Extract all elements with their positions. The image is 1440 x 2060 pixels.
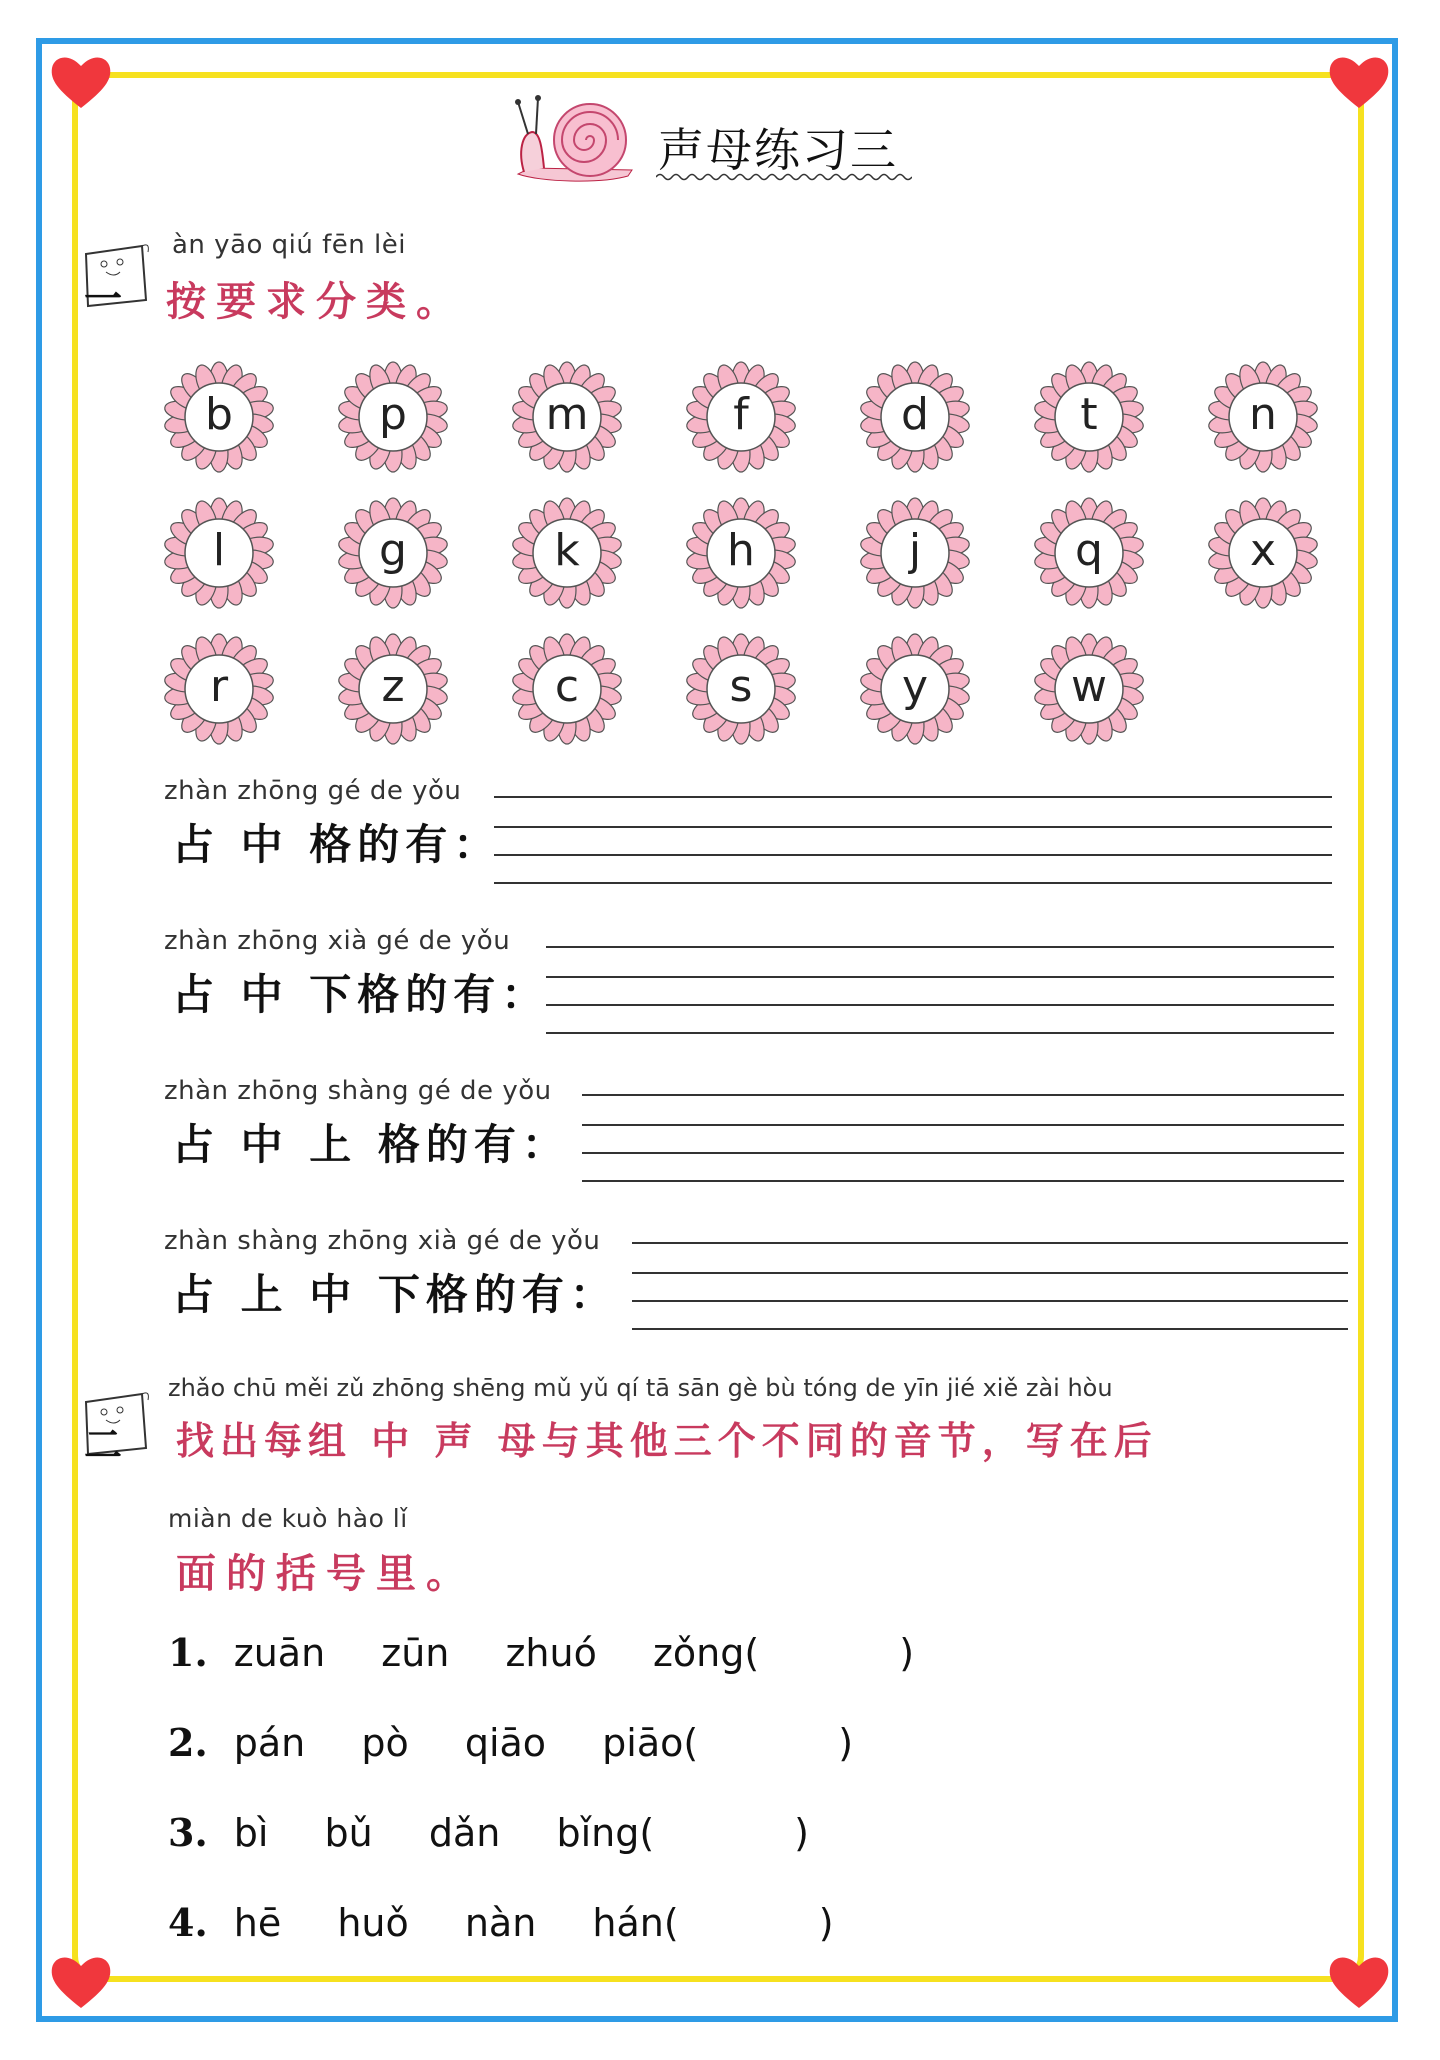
heart-icon [50,1952,112,2010]
category-four-line [632,1328,1348,1330]
question-row [168,1900,834,1945]
syllable: huǒ [337,1901,409,1945]
section-one-number: 一 [84,276,123,321]
section-two-heading-line1: 找出每组 中 声 母与其他三个不同的音节，写在后 [176,1418,1158,1463]
question-number: 4. [168,1900,208,1945]
flower-letter: f [733,389,749,440]
letter-flower [162,360,276,474]
category-four-line [632,1300,1348,1302]
category-one-line [494,854,1332,856]
letter-flower [1032,496,1146,610]
letter-flower [684,632,798,746]
syllable: zǒng [652,1631,745,1675]
category-one-line [494,826,1332,828]
answer-open-paren: ( [663,1901,679,1945]
category-two-line [546,946,1334,948]
category-two-line [546,1004,1334,1006]
section-two-heading-line2: 面的括号里。 [176,1550,476,1597]
flower-letter: n [1249,389,1277,440]
letter-flower [162,496,276,610]
letter-flower [684,496,798,610]
page-title: 声母练习三 [658,123,898,177]
letter-flower [1206,360,1320,474]
flower-letter: z [381,661,405,712]
category-one-line [494,882,1332,884]
flower-letter: w [1071,661,1107,712]
flower-letter: j [908,525,922,576]
syllable: bǔ [324,1811,373,1855]
answer-close-paren: ) [838,1721,854,1765]
category-three-line [582,1152,1344,1154]
syllable: pán [233,1721,306,1765]
flower-letter: m [545,389,589,440]
letter-flower [858,496,972,610]
syllable: dǎn [428,1811,501,1855]
letter-flower [1032,632,1146,746]
letter-flower [510,496,624,610]
flower-letter: q [1075,525,1103,576]
section-two-pinyin-line2: miàn de kuò hào lǐ [168,1504,408,1533]
letter-flower [510,632,624,746]
letter-flower [336,496,450,610]
category-two-line [546,1032,1334,1034]
flower-letter: s [729,661,753,712]
section-two-pinyin-line1: zhǎo chū měi zǔ zhōng shēng mǔ yǔ qí tā sān gè bù tóng de yīn jié xiě zài hòu [168,1374,1113,1402]
category-three-label: 占 中 上 格的有： [172,1120,570,1169]
letter-flower [684,360,798,474]
section-two-icon [80,1388,152,1467]
question-number: 3. [168,1810,208,1855]
syllable: nàn [464,1901,537,1945]
letter-flower [336,632,450,746]
flower-letter: d [901,389,929,440]
category-three-line [582,1180,1344,1182]
syllable: bì [233,1811,269,1855]
syllable: zūn [381,1631,450,1675]
letter-flower [1032,360,1146,474]
syllable: pò [361,1721,409,1765]
title-block [510,92,930,192]
category-one-line [494,796,1332,798]
syllable: zuān [233,1631,326,1675]
category-two-pinyin: zhàn zhōng xià gé de yǒu [164,926,511,956]
letter-flower [162,632,276,746]
flower-letter: p [379,389,407,440]
flower-letter: y [901,661,929,712]
answer-close-paren: ) [794,1811,809,1855]
letter-flower [858,632,972,746]
syllable: qiāo [464,1721,547,1765]
answer-close-paren: ) [899,1631,915,1675]
flower-letter: g [379,525,407,576]
category-four-line [632,1272,1348,1274]
answer-open-paren: ( [744,1631,760,1675]
syllable: piāo [602,1721,684,1765]
letter-flower [1206,496,1320,610]
flower-letter: c [554,661,580,712]
flower-letter: h [727,525,755,576]
section-one-heading: 按要求分类。 [166,278,466,325]
answer-close-paren: ) [818,1901,834,1945]
heart-icon [1328,1952,1390,2010]
question-row [168,1630,914,1675]
flower-letter: l [212,525,226,576]
syllable: hē [233,1901,282,1945]
title-underline [656,172,912,182]
flower-letter: t [1080,389,1098,440]
letter-flower [336,360,450,474]
category-two-label: 占 中 下格的有： [172,970,550,1019]
heart-icon [1328,52,1390,110]
syllable: hán [592,1901,664,1945]
letter-flower [858,360,972,474]
section-one-pinyin: àn yāo qiú fēn lèi [172,230,406,260]
category-four-pinyin: zhàn shàng zhōng xià gé de yǒu [164,1226,601,1256]
answer-open-paren: ( [639,1811,655,1855]
question-number: 2. [168,1720,208,1765]
flower-letter: r [209,661,229,712]
category-two-line [546,976,1334,978]
section-one-icon [80,240,152,321]
question-row [168,1720,853,1765]
category-four-label: 占 上 中 下格的有： [172,1270,618,1319]
syllable: zhuó [505,1631,597,1675]
letter-flower [510,360,624,474]
heart-icon [50,52,112,110]
category-one-label: 占 中 格的有： [172,820,502,869]
category-three-line [582,1094,1344,1096]
flower-letter: k [554,525,580,576]
category-four-line [632,1242,1348,1244]
flower-letter: b [205,389,233,440]
snail-icon [510,92,650,188]
category-three-line [582,1124,1344,1126]
answer-open-paren: ( [683,1721,699,1765]
category-one-pinyin: zhàn zhōng gé de yǒu [164,776,462,806]
syllable: bǐng [556,1811,640,1855]
question-row [168,1810,809,1855]
flower-letter: x [1249,525,1277,576]
section-two-number: 二 [84,1422,123,1467]
question-number: 1. [168,1630,208,1675]
inner-border [72,72,1364,1982]
category-three-pinyin: zhàn zhōng shàng gé de yǒu [164,1076,552,1106]
